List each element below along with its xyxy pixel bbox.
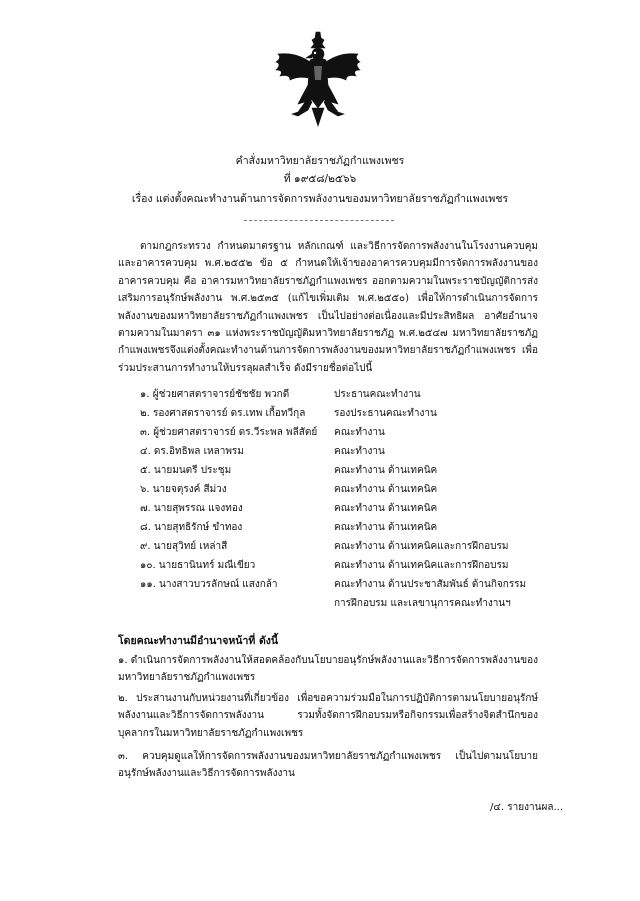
member-name: ๕. นายมนตรี ประชุม — [140, 465, 232, 476]
member-role: คณะทำงาน ด้านประชาสัมพันธ์ ด้านกิจกรรม — [334, 579, 527, 590]
header-separator — [244, 220, 394, 221]
member-role: คณะทำงาน ด้านเทคนิค — [334, 522, 438, 533]
member-name: ๓. ผู้ช่วยศาสตราจารย์ ดร.วีระพล พลีสัตย์ — [140, 427, 318, 438]
member-row-6 — [0, 481, 640, 499]
duties-title: โดยคณะทำงานมีอำนาจหน้าที่ ดังนี้ — [118, 635, 279, 647]
member-role: รองประธานคณะทำงาน — [334, 408, 437, 419]
member-row-9 — [0, 538, 640, 556]
duty-text: ๓. ควบคุมดูแลให้การจัดการพลังงานของมหาวิทยาลัยราชภัฏกำแพงเพชร เป็นไปตามนโยบายอนุรักษ์พลังงานและวิธีการจัดการพลังงาน — [118, 751, 538, 780]
member-row-8 — [0, 519, 640, 537]
member-row-2 — [0, 405, 640, 423]
member-role: คณะทำงาน ด้านเทคนิคและการฝึกอบรม — [334, 541, 509, 552]
member-name: ๔. ดร.อิทธิพล เหลาพรม — [140, 446, 244, 457]
intro-text: ตามกฎกระทรวง กำหนดมาตรฐาน หลักเกณฑ์ และวิธีการจัดการพลังงานในโรงงานควบคุมและอาคารควบคุม พ.ศ.๒๕๕๒ ข้อ ๕ กำหนดให้เจ้าของอาคารควบคุมมีการจัดการพลังงานของอาคารควบคุม คือ อาคารมหาวิทยาลัยราชภัฏกำแพงเพชร ออกตามความในพระราชบัญญัติการส่งเสริมการอนุรักษ์พลังงาน พ.ศ.๒๕๓๕ (แก้ไขเพิ่มเติม พ.ศ.๒๕๕๐) เพื่อให้การดำเนินการจัดการพลังงานของมหาวิทยาลัยราชภัฏกำแพงเพชร เป็นไปอย่างต่อเนื่องและมีประสิทธิผล อาศัยอำนาจตามความในมาตรา ๓๑ แห่งพระราชบัญญัติมหาวิทยาลัยราชภัฏ พ.ศ.๒๕๔๗ มหาวิทยาลัยราชภัฏกำแพงเพชรจึงแต่งตั้งคณะทำงานด้านการจัดการพลังงานของมหาวิทยาลัยราชภัฏกำแพงเพชร เพื่อร่วมประสานการทำงานให้บรรลุผลสำเร็จ ดังมีรายชื่อต่อไปนี้ — [118, 241, 538, 374]
member-row-3 — [0, 424, 640, 442]
member-role: คณะทำงาน — [334, 427, 385, 438]
order-number: ที่ ๑๙๕๘/๒๕๖๖ — [283, 173, 357, 185]
member-name: ๑. ผู้ช่วยศาสตราจารย์ชัชชัย พวกดี — [140, 389, 290, 400]
duty-text: ๒. ประสานงานกับหน่วยงานที่เกี่ยวข้อง เพื่อขอความร่วมมือในการปฏิบัติการตามนโยบายอนุรักษ์พลังงานและวิธีการจัดการพลังงาน รวมทั้งจัดการฝึกอบรมหรือกิจกรรมเพื่อสร้างจิตสำนึกของบุคลากรในมหาวิทยาลัยราชภัฏกำแพงเพชร — [118, 693, 538, 739]
member-role: คณะทำงาน ด้านเทคนิคและการฝึกอบรม — [334, 560, 509, 571]
member-row-7 — [0, 500, 640, 518]
member-name: ๘. นายสุทธิรักษ์ ขำทอง — [140, 522, 243, 533]
intro-paragraph — [118, 238, 538, 377]
member-name: ๖. นายจตุรงค์ สีม่วง — [140, 484, 227, 495]
member-row-4 — [0, 443, 640, 461]
member-role: คณะทำงาน ด้านเทคนิค — [334, 465, 438, 476]
duty-item-1 — [118, 652, 538, 687]
member-name: ๙. นายสุวิทย์ เหล่าสี — [140, 541, 228, 552]
member-name: ๒. รองศาสตราจารย์ ดร.เทพ เกื้อทวีกุล — [140, 408, 306, 419]
member-role: คณะทำงาน — [334, 446, 385, 457]
member-row-1 — [0, 386, 640, 404]
member-role: คณะทำงาน ด้านเทคนิค — [334, 484, 438, 495]
order-title: คำสั่งมหาวิทยาลัยราชภัฏกำแพงเพชร — [235, 155, 405, 167]
continuation-marker: /๔. รายงานผล... — [490, 802, 563, 813]
order-subject: เรื่อง แต่งตั้งคณะทำงานด้านการจัดการพลังงานของมหาวิทยาลัยราชภัฏกำแพงเพชร — [131, 193, 509, 205]
member-name: ๑๑. นางสาวบวรลักษณ์ แสงกล้า — [140, 579, 278, 590]
member-name: ๗. นายสุพรรณ แจงทอง — [140, 503, 243, 514]
duty-text: ๑. ดำเนินการจัดการพลังงานให้สอดคล้องกับนโยบายอนุรักษ์พลังงานและวิธีการจัดการพลังงานของมหาวิทยาลัยราชภัฏกำแพงเพชร — [118, 655, 538, 684]
member-row-5 — [0, 462, 640, 480]
member-name: ๑๐. นายธานินทร์ มณีเขียว — [140, 560, 256, 571]
member-11-role-continued: การฝึกอบรม และเลขานุการคณะทำงานฯ — [334, 598, 511, 609]
member-row-10 — [0, 557, 640, 575]
member-role: คณะทำงาน ด้านเทคนิค — [334, 503, 438, 514]
member-role: ประธานคณะทำงาน — [334, 389, 421, 400]
member-row-11 — [0, 576, 640, 594]
duty-item-2 — [118, 690, 538, 742]
garuda-emblem-icon — [268, 30, 368, 130]
duty-item-3 — [118, 748, 538, 783]
